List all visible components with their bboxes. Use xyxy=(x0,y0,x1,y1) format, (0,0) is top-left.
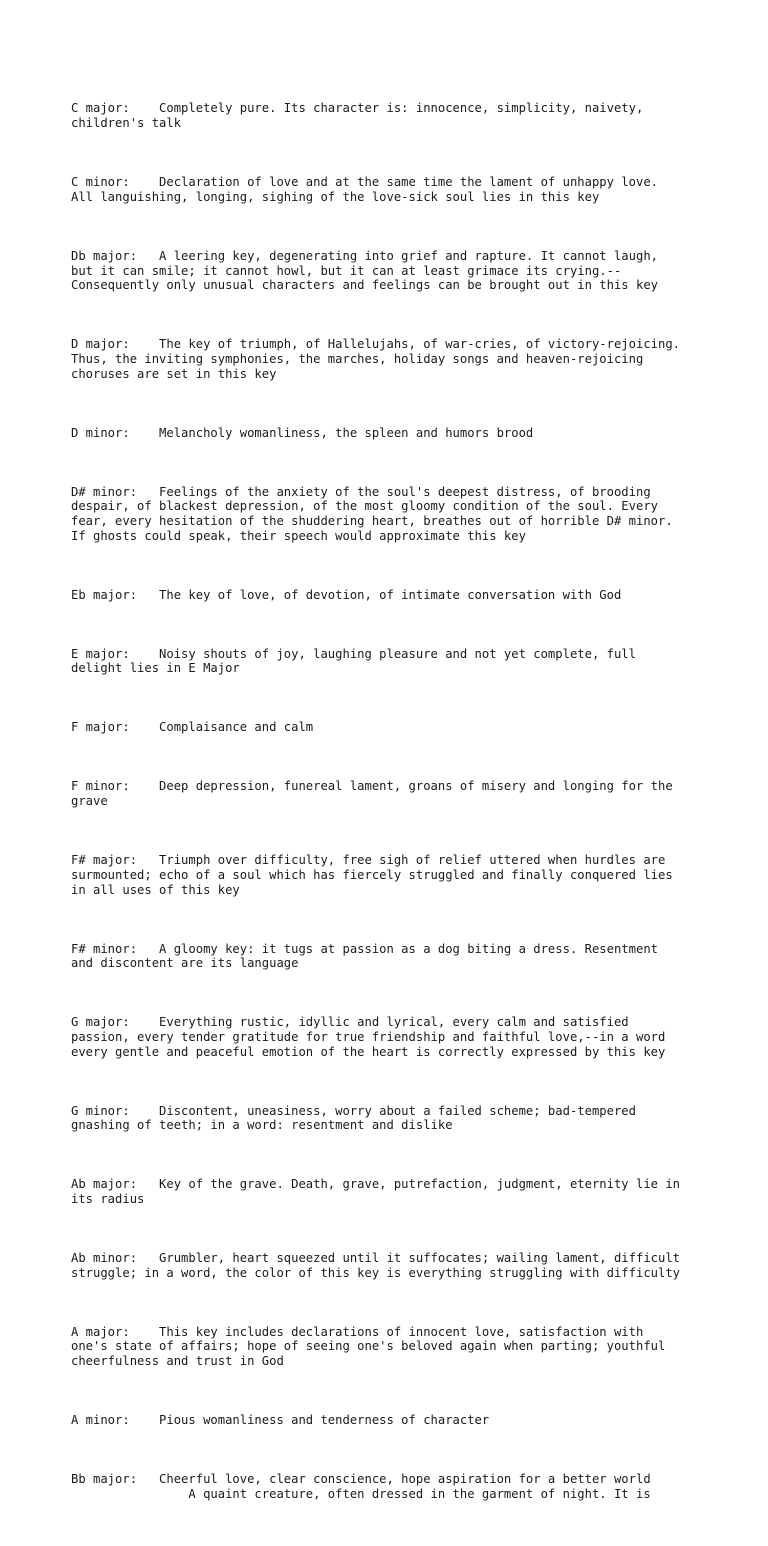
key-entry-eb-major: Eb major: The key of love, of devotion, of intimate conversation with God xyxy=(71,587,622,602)
key-entry-f-sharp-major: F# major: Triumph over difficulty, free sigh of relief uttered when hurdles are surmounted; echo of a soul which has fiercely struggled and finally conquered lies in all uses of this key xyxy=(71,853,673,897)
key-entry-c-minor: C minor: Declaration of love and at the same time the lament of unhappy love. All languishing, longing, sighing of the love-sick soul lies in this key xyxy=(71,175,658,204)
key-entry-e-major: E major: Noisy shouts of joy, laughing pleasure and not yet complete, full delight lies in E Major xyxy=(71,646,636,676)
key-entry-ab-major: Ab major: Key of the grave. Death, grave, putrefaction, judgment, eternity lie in its radius xyxy=(71,1177,681,1207)
key-entry-a-minor: A minor: Pious womanliness and tenderness of character xyxy=(71,1413,490,1428)
key-entry-d-minor: D minor: Melancholy womanliness, the spleen and humors brood xyxy=(71,425,534,440)
key-entry-ab-minor: Ab minor: Grumbler, heart squeezed until it suffocates; wailing lament, difficult struggle; in a word, the color of this key is everything struggling with difficulty xyxy=(71,1251,681,1280)
key-entry-f-major: F major: Complaisance and calm xyxy=(71,720,314,735)
key-entry-g-major: G major: Everything rustic, idyllic and lyrical, every calm and satisfied passion, every tender gratitude for true friendship and faithful love,--in a word every gentle and peaceful emotion of the heart is correctly expressed by this key xyxy=(71,1015,666,1059)
key-entry-bb-major: Bb major: Cheerful love, clear conscience, hope aspiration for a better world A quaint creature, often dressed in the garment of night. It is xyxy=(71,1472,651,1501)
key-entry-g-minor: G minor: Discontent, uneasiness, worry about a failed scheme; bad-tempered gnashing of teeth; in a word: resentment and dislike xyxy=(71,1103,636,1133)
key-entry-d-sharp-minor: D# minor: Feelings of the anxiety of the soul's deepest distress, of brooding despair, of blackest depression, of the most gloomy condition of the soul. Every fear, every hesitation of the shuddering heart, breathes out of horrible D# minor. If ghosts could speak, their speech would approximate this key xyxy=(71,484,673,543)
key-entry-c-major: C major: Completely pure. Its character is: innocence, simplicity, naivety, children's talk xyxy=(71,101,644,131)
key-entry-a-major: A major: This key includes declarations of innocent love, satisfaction with one's state of affairs; hope of seeing one's beloved again when parting; youthful cheerfulness and trust in God xyxy=(71,1324,666,1369)
key-entry-f-minor: F minor: Deep depression, funereal lament, groans of misery and longing for the grave xyxy=(71,779,673,809)
key-entry-db-major: Db major: A leering key, degenerating into grief and rapture. It cannot laugh, but it can smile; it cannot howl, but it can at least grimace its crying.-- Consequently only unusual characters and feelings can be brought out in this key xyxy=(71,248,658,293)
key-entry-d-major: D major: The key of triumph, of Hallelujahs, of war-cries, of victory-rejoicing. Thus, the inviting symphonies, the marches, holiday songs and heaven-rejoicing choruses are set in this key xyxy=(71,337,681,381)
key-entry-f-sharp-minor: F# minor: A gloomy key: it tugs at passion as a dog biting a dress. Resentment and discontent are its language xyxy=(71,941,658,971)
key-characteristics-list xyxy=(71,72,751,1546)
